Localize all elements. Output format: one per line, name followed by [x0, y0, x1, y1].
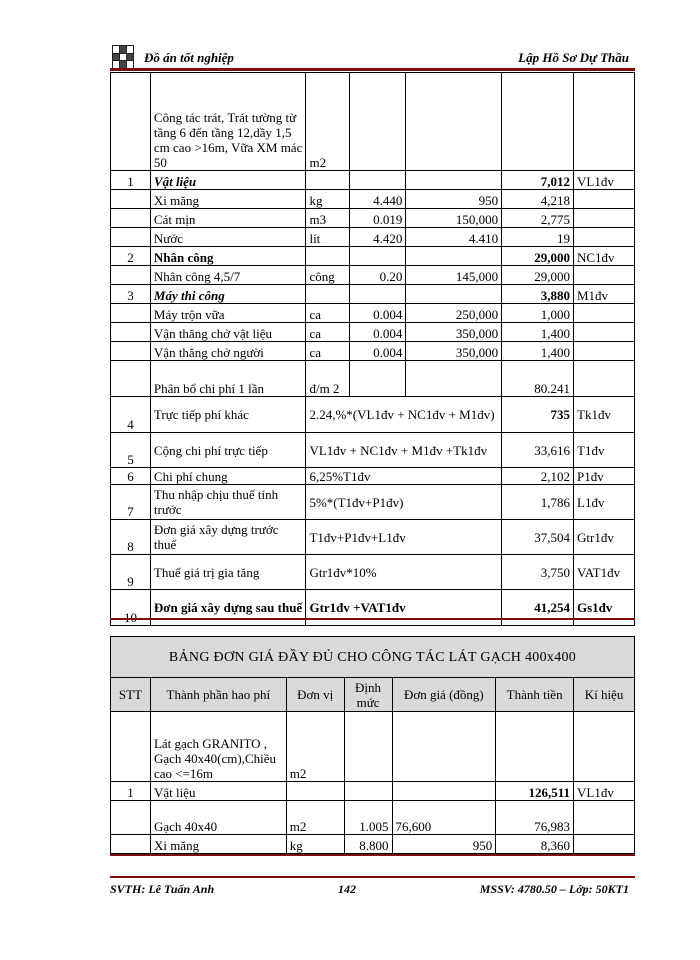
row-unit: ca: [306, 304, 350, 323]
row-code: [574, 73, 635, 171]
row-name: Đơn giá xây dựng trước thuế: [150, 520, 306, 555]
row-amount: 3,750: [502, 555, 574, 590]
section-rule: [110, 618, 635, 620]
row-code: P1đv: [574, 468, 635, 485]
row-name: Thu nhập chịu thuế tính trước: [150, 485, 306, 520]
row-stt: 5: [111, 433, 151, 468]
row-amount: 1,000: [502, 304, 574, 323]
row-code: M1đv: [574, 285, 635, 304]
row-price: [406, 171, 502, 190]
row-code: L1đv: [574, 485, 635, 520]
row-code: VAT1đv: [574, 555, 635, 590]
row-unit: đ/m 2: [306, 361, 350, 397]
cost-table-tiling: [110, 636, 635, 854]
row-amount: 29,000: [502, 247, 574, 266]
page-header: [110, 40, 635, 68]
table-row: [111, 190, 635, 209]
table-row: [111, 835, 635, 854]
row-formula: Gtr1đv +VAT1đv: [306, 590, 502, 626]
row-stt: 6: [111, 468, 151, 485]
row-code: [574, 209, 635, 228]
row-stt: [111, 228, 151, 247]
row-norm: 0.20: [350, 266, 406, 285]
row-price: 145,000: [406, 266, 502, 285]
row-price: 150,000: [406, 209, 502, 228]
row-stt: 1: [111, 171, 151, 190]
footer-rule-top: [110, 854, 635, 856]
table-row: [111, 73, 635, 171]
table-row: [111, 247, 635, 266]
row-unit: m2: [306, 73, 350, 171]
row-name: Chi phí chung: [150, 468, 306, 485]
row-price: [392, 782, 496, 801]
table-row: [111, 304, 635, 323]
table-row: [111, 590, 635, 626]
row-code: [574, 323, 635, 342]
row-stt: [111, 835, 151, 854]
row-name: Vật liệu: [150, 171, 306, 190]
row-stt: 7: [111, 485, 151, 520]
table-row: [111, 266, 635, 285]
row-name: Xi măng: [150, 190, 306, 209]
school-logo-icon: [112, 45, 134, 69]
row-stt: [111, 323, 151, 342]
row-price: 76,600: [392, 801, 496, 835]
row-name: Xi măng: [150, 835, 286, 854]
row-price: [406, 247, 502, 266]
row-code: [574, 190, 635, 209]
row-amount: 76,983: [496, 801, 574, 835]
row-norm: 0.019: [350, 209, 406, 228]
col-header-code: Kí hiệu: [574, 678, 635, 712]
row-name: Nhân công: [150, 247, 306, 266]
row-norm: 0.004: [350, 304, 406, 323]
row-name: Phân bổ chi phí 1 lần: [150, 361, 306, 397]
table-row: [111, 433, 635, 468]
row-stt: 4: [111, 397, 151, 433]
row-norm: [350, 361, 406, 397]
row-stt: 3: [111, 285, 151, 304]
row-stt: [111, 801, 151, 835]
row-amount: 37,504: [502, 520, 574, 555]
table-row: [111, 801, 635, 835]
row-amount: 126,511: [496, 782, 574, 801]
table-row: [111, 782, 635, 801]
row-code: [574, 361, 635, 397]
row-stt: 9: [111, 555, 151, 590]
table-row: [111, 485, 635, 520]
row-amount: 2,102: [502, 468, 574, 485]
footer-rule: [110, 876, 635, 878]
row-unit: m2: [286, 801, 344, 835]
row-unit: ca: [306, 342, 350, 361]
row-stt: [111, 590, 151, 626]
row-name: Vận thăng chở người: [150, 342, 306, 361]
row-name: Vật liệu: [150, 782, 286, 801]
row-stt: 8: [111, 520, 151, 555]
row-amount: 1,786: [502, 485, 574, 520]
row-code: [574, 835, 635, 854]
table-row: [111, 520, 635, 555]
row-price: 350,000: [406, 342, 502, 361]
table-row: [111, 468, 635, 485]
row-name: Máy thi công: [150, 285, 306, 304]
col-header-unit: Đơn vị: [286, 678, 344, 712]
row-stt: [111, 304, 151, 323]
row-name: Thuế giá trị gia tăng: [150, 555, 306, 590]
table-title: BẢNG ĐƠN GIÁ ĐẦY ĐỦ CHO CÔNG TÁC LÁT GẠCH 400x400: [111, 637, 635, 678]
row-amount: 3,880: [502, 285, 574, 304]
row-name: Vận thăng chở vật liệu: [150, 323, 306, 342]
table-row: [111, 555, 635, 590]
row-amount: 2,775: [502, 209, 574, 228]
col-header-price: Đơn giá (đồng): [392, 678, 496, 712]
row-norm: 4.440: [350, 190, 406, 209]
row-unit: [306, 247, 350, 266]
row-formula: Gtr1đv*10%: [306, 555, 502, 590]
col-header-stt: STT: [111, 678, 151, 712]
row-unit: [286, 782, 344, 801]
row-price: 950: [406, 190, 502, 209]
col-header-name: Thành phần hao phí: [150, 678, 286, 712]
row-price: [392, 712, 496, 782]
row-code: Gtr1đv: [574, 520, 635, 555]
row-unit: [306, 171, 350, 190]
row-code: T1đv: [574, 433, 635, 468]
row-name: Cát mịn: [150, 209, 306, 228]
row-amount: 7,012: [502, 171, 574, 190]
row-formula: 5%*(T1đv+P1đv): [306, 485, 502, 520]
row-amount: 41,254: [502, 590, 574, 626]
cost-table-plastering: [110, 72, 635, 626]
row-amount: 80.241: [502, 361, 574, 397]
row-name: Công tác trát, Trát tường từ tầng 6 đến tầng 12,dầy 1,5 cm cao >16m, Vữa XM mác 50: [150, 73, 306, 171]
row-code: [574, 342, 635, 361]
row-price: 350,000: [406, 323, 502, 342]
row-stt: [111, 209, 151, 228]
row-formula: VL1đv + NC1đv + M1đv +Tk1đv: [306, 433, 502, 468]
header-right-text: Lập Hồ Sơ Dự Thầu: [518, 50, 629, 65]
row-name: Lát gạch GRANITO , Gạch 40x40(cm),Chiều cao <=16m: [150, 712, 286, 782]
row-amount: 1,400: [502, 342, 574, 361]
row-stt: [111, 190, 151, 209]
table-row: [111, 228, 635, 247]
row-amount: 4,218: [502, 190, 574, 209]
row-norm: [350, 247, 406, 266]
row-name: Nước: [150, 228, 306, 247]
row-stt: 2: [111, 247, 151, 266]
footer-id: MSSV: 4780.50 – Lớp: 50KT1: [479, 882, 629, 896]
table-row: [111, 342, 635, 361]
row-code: [574, 266, 635, 285]
row-code: VL1đv: [574, 171, 635, 190]
row-formula: T1đv+P1đv+L1đv: [306, 520, 502, 555]
row-norm: [344, 712, 392, 782]
row-name: Đơn giá xây dựng sau thuế: [150, 590, 306, 626]
row-stt: 1: [111, 782, 151, 801]
row-code: VL1đv: [574, 782, 635, 801]
row-amount: [496, 712, 574, 782]
row-amount: 8,360: [496, 835, 574, 854]
row-code: NC1đv: [574, 247, 635, 266]
row-price: [406, 361, 502, 397]
row-norm: 1.005: [344, 801, 392, 835]
row-stt: [111, 712, 151, 782]
row-stt: [111, 342, 151, 361]
col-header-norm: Định mức: [344, 678, 392, 712]
row-stt: [111, 266, 151, 285]
row-unit: công: [306, 266, 350, 285]
table-row: [111, 361, 635, 397]
row-norm: 0.004: [350, 323, 406, 342]
row-norm: [344, 782, 392, 801]
row-stt: [111, 361, 151, 397]
row-formula: 6,25%T1đv: [306, 468, 502, 485]
row-price: 250,000: [406, 304, 502, 323]
table-row: [111, 397, 635, 433]
row-price: [406, 73, 502, 171]
row-unit: kg: [306, 190, 350, 209]
row-name: Nhân công 4,5/7: [150, 266, 306, 285]
header-left-text: Đồ án tốt nghiệp: [144, 50, 234, 65]
table-row: [111, 285, 635, 304]
row-code: [574, 801, 635, 835]
row-amount: 1,400: [502, 323, 574, 342]
row-code: [574, 304, 635, 323]
row-unit: ca: [306, 323, 350, 342]
row-unit: m3: [306, 209, 350, 228]
row-unit: [306, 285, 350, 304]
row-norm: [350, 73, 406, 171]
row-unit: m2: [286, 712, 344, 782]
row-stt: [111, 73, 151, 171]
row-amount: 19: [502, 228, 574, 247]
row-code: [574, 228, 635, 247]
row-code: [574, 712, 635, 782]
row-norm: 8.800: [344, 835, 392, 854]
row-price: [406, 285, 502, 304]
row-formula: 2.24,%*(VL1đv + NC1đv + M1đv): [306, 397, 502, 433]
row-name: Cộng chi phí trực tiếp: [150, 433, 306, 468]
row-price: 950: [392, 835, 496, 854]
row-amount: 735: [502, 397, 574, 433]
row-name: Máy trộn vữa: [150, 304, 306, 323]
row-amount: 33,616: [502, 433, 574, 468]
row-amount: [502, 73, 574, 171]
row-norm: 0.004: [350, 342, 406, 361]
page-number: 142: [338, 882, 356, 896]
table-row: [111, 209, 635, 228]
row-code: Tk1đv: [574, 397, 635, 433]
row-code: Gs1đv: [574, 590, 635, 626]
row-amount: 29,000: [502, 266, 574, 285]
row-norm: [350, 285, 406, 304]
table-row: [111, 323, 635, 342]
row-unit: kg: [286, 835, 344, 854]
row-unit: lít: [306, 228, 350, 247]
row-name: Gạch 40x40: [150, 801, 286, 835]
table-row: [111, 712, 635, 782]
header-rule: [110, 68, 635, 71]
row-name: Trực tiếp phí khác: [150, 397, 306, 433]
row-norm: [350, 171, 406, 190]
row-price: 4.410: [406, 228, 502, 247]
col-header-amount: Thành tiền: [496, 678, 574, 712]
footer-student: SVTH: Lê Tuấn Anh: [110, 882, 215, 896]
row-norm: 4.420: [350, 228, 406, 247]
table-row: [111, 171, 635, 190]
